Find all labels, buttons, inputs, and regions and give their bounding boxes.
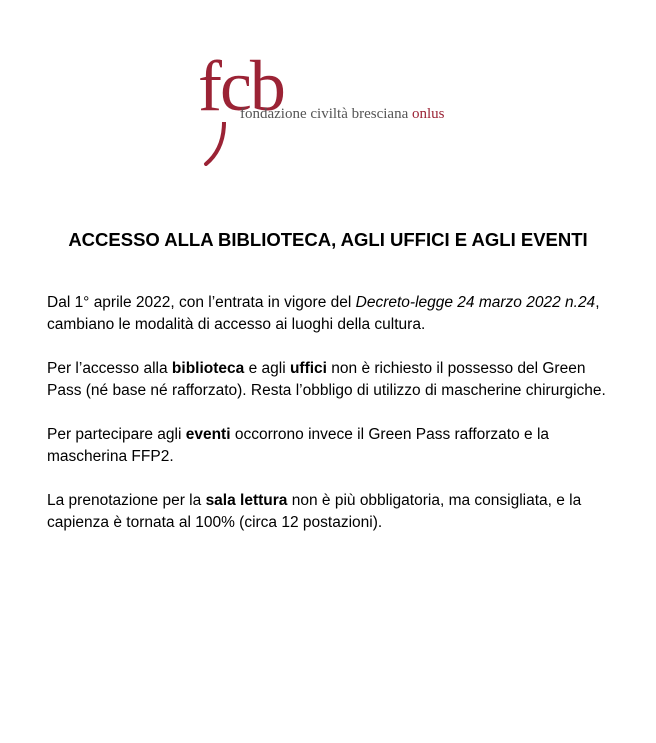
logo-f-tail-icon — [202, 122, 242, 166]
logo-suffix: onlus — [412, 106, 445, 122]
p1-text-a: Dal 1° aprile 2022, con l’entrata in vigore del — [47, 294, 356, 311]
offices-keyword: uffici — [289, 360, 327, 377]
paragraph-library-access — [47, 358, 617, 402]
fcb-logo — [198, 46, 468, 165]
notice-body — [47, 292, 617, 556]
p3-text-a: Per partecipare agli — [47, 426, 186, 443]
p2-text-e: non è richiesto il possesso del Green Pass (né base né rafforzato). Resta l’obbligo di utilizzo di mascherine chirurgiche. — [47, 360, 606, 399]
p4-text-a: La prenotazione per la — [47, 492, 206, 509]
logo-subtitle — [240, 106, 445, 123]
p4-text-c: non è più obbligatoria, ma consigliata, e la capienza è tornata al 100% (circa 12 postazioni). — [47, 492, 582, 531]
events-keyword: eventi — [185, 426, 231, 443]
p1-text-c: , cambiano le modalità di accesso ai luoghi della cultura. — [47, 294, 600, 333]
library-keyword: biblioteca — [171, 360, 245, 377]
page-title: ACCESSO ALLA BIBLIOTECA, AGLI UFFICI E AGLI EVENTI — [68, 229, 588, 250]
decree-reference: Decreto-legge 24 marzo 2022 n.24 — [355, 294, 596, 311]
paragraph-reading-room — [47, 490, 617, 534]
reading-room-keyword: sala lettura — [205, 492, 288, 509]
logo-name: fondazione civiltà bresciana — [240, 106, 409, 122]
paragraph-decree — [47, 292, 617, 336]
p3-text-c: occorrono invece il Green Pass rafforzato e la mascherina FFP2. — [47, 426, 550, 465]
p2-text-a: Per l’accesso alla — [47, 360, 172, 377]
paragraph-events — [47, 424, 617, 468]
logo-mark: fcb — [198, 46, 284, 126]
p2-text-c: e agli — [244, 360, 290, 377]
